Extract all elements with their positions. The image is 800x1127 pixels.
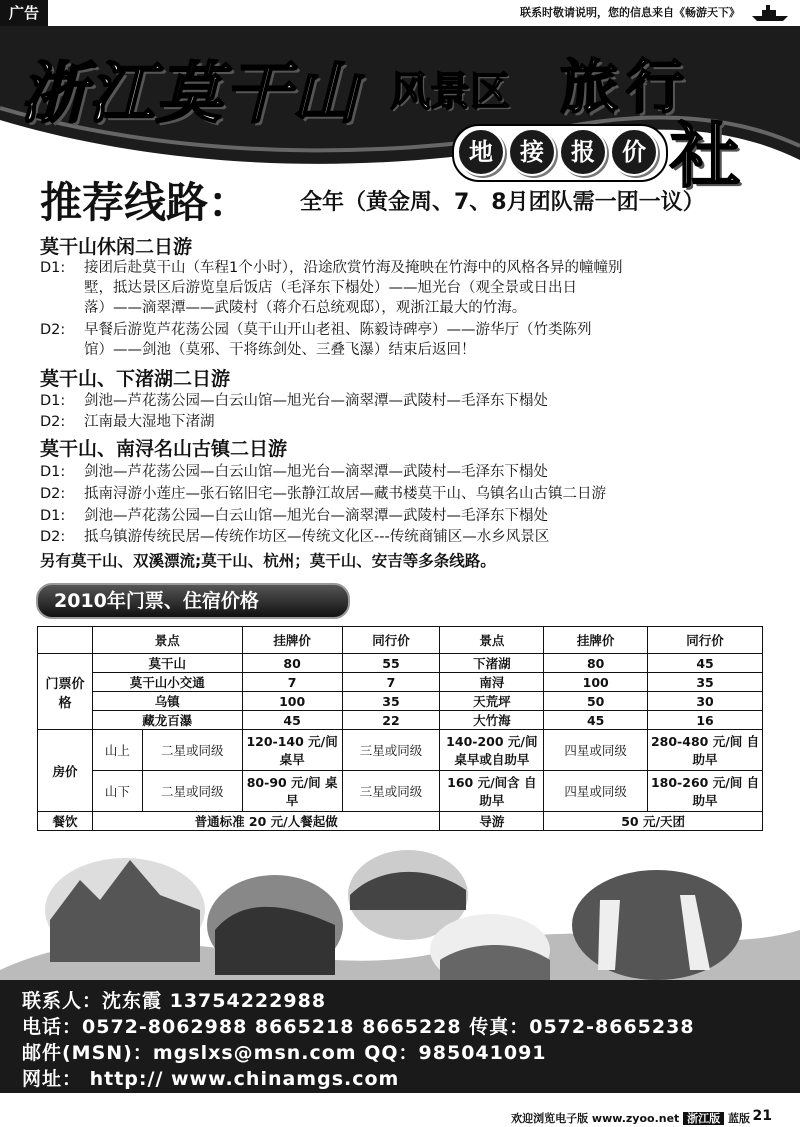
table-cell: 35 <box>648 673 763 692</box>
day-label: D1: <box>40 508 66 524</box>
recommend-heading: 推荐线路： <box>40 178 251 227</box>
route-text: 早餐后游览芦花荡公园（莫干山开山老祖、陈毅诗碑亭）——游华厅（竹类陈列 <box>84 322 592 338</box>
column-header: 挂牌价 <box>544 627 648 654</box>
column-header: 景点 <box>440 627 544 654</box>
scenic-photos <box>0 840 800 990</box>
corner-cell <box>38 627 93 654</box>
edition-label: 蓝版 <box>728 1112 750 1125</box>
badge-char: 价 <box>610 128 658 176</box>
table-cell: 四星或同级 <box>544 730 648 771</box>
day-label: D1: <box>40 260 66 276</box>
table-row <box>38 711 763 730</box>
day-label: D2: <box>40 529 66 545</box>
table-cell: 二星或同级 <box>142 771 242 812</box>
column-header: 同行价 <box>342 627 440 654</box>
route-line <box>40 462 548 482</box>
route-text: 墅，抵达景区后游览皇后饭店（毛泽东下榻处）——旭光台（观全景或日出日 <box>84 280 577 296</box>
edition-tag: 浙江版 <box>683 1112 724 1125</box>
table-cell: 45 <box>242 711 342 730</box>
table-cell: 大竹海 <box>440 711 544 730</box>
route-text: 抵乌镇游传统民居—传统作坊区—传统文化区---传统商铺区—水乡风景区 <box>84 529 550 545</box>
table-cell: 100 <box>242 692 342 711</box>
table-cell: 南浔 <box>440 673 544 692</box>
ad-label: 广告 <box>0 0 48 26</box>
table-cell: 山上 <box>92 730 142 771</box>
table-cell: 导游 <box>440 812 544 831</box>
table-cell: 22 <box>342 711 440 730</box>
row-group-label: 房价 <box>38 730 93 812</box>
route-line <box>40 320 592 340</box>
badge-char: 报 <box>559 128 607 176</box>
table-cell: 普通标准 20 元/人餐起做 <box>92 812 439 831</box>
price-table <box>37 626 763 831</box>
route-line <box>40 506 548 526</box>
route-title: 莫干山休闲二日游 <box>40 236 193 258</box>
day-label: D2: <box>40 322 66 338</box>
table-cell: 三星或同级 <box>342 730 440 771</box>
table-cell: 80 <box>544 654 648 673</box>
route-text: 剑池—芦花荡公园—白云山馆—旭光台—滴翠潭—武陵村—毛泽东下榻处 <box>84 464 548 480</box>
ship-icon <box>750 2 790 22</box>
column-header: 景点 <box>92 627 242 654</box>
route-text: 落）——滴翠潭——武陵村（蒋介石总统观邸），观浙江最大的竹海。 <box>84 300 527 316</box>
table-row <box>38 654 763 673</box>
mountain-photo <box>45 858 205 962</box>
footer <box>511 1110 750 1126</box>
table-cell: 280-480 元/间 自助早 <box>648 730 763 771</box>
table-cell: 二星或同级 <box>142 730 242 771</box>
table-cell: 三星或同级 <box>342 771 440 812</box>
day-label: D1: <box>40 464 66 480</box>
route-line <box>40 258 622 278</box>
day-label: D2: <box>40 414 66 430</box>
table-cell: 藏龙百瀑 <box>92 711 242 730</box>
table-cell: 30 <box>648 692 763 711</box>
route-text: 剑池—芦花荡公园—白云山馆—旭光台—滴翠潭—武陵村—毛泽东下榻处 <box>84 508 548 524</box>
route-text: 剑池—芦花荡公园—白云山馆—旭光台—滴翠潭—武陵村—毛泽东下榻处 <box>84 393 548 409</box>
column-header: 同行价 <box>648 627 763 654</box>
table-cell: 天荒坪 <box>440 692 544 711</box>
route-line <box>40 412 215 432</box>
table-cell: 45 <box>544 711 648 730</box>
route-line <box>40 391 548 411</box>
page-number: 21 <box>752 1108 772 1124</box>
table-cell: 140-200 元/间 桌早或自助早 <box>440 730 544 771</box>
title-agency: 社 <box>670 114 740 197</box>
table-cell: 莫干山 <box>92 654 242 673</box>
table-row <box>38 771 763 812</box>
waterfall-photo <box>572 870 742 980</box>
table-cell: 下渚湖 <box>440 654 544 673</box>
table-cell: 山下 <box>92 771 142 812</box>
contact-phone: 电话：0572-8062988 8665218 8665228 传真：0572-8665238 <box>22 1016 695 1038</box>
title-scenic-area: 风景区 <box>390 68 510 115</box>
table-cell: 7 <box>342 673 440 692</box>
contact-email: 邮件(MSN)：mgslxs@msn.com QQ：985041091 <box>22 1042 547 1064</box>
source-note: 联系时敬请说明，您的信息来自《畅游天下》 <box>520 6 740 19</box>
route-text: 抵南浔游小莲庄—张石铭旧宅—张静江故居—藏书楼莫干山、乌镇名山古镇二日游 <box>84 486 606 502</box>
pavilion-photo <box>430 914 550 986</box>
table-cell: 55 <box>342 654 440 673</box>
table-cell: 16 <box>648 711 763 730</box>
table-cell: 50 <box>544 692 648 711</box>
extra-routes-note: 另有莫干山、双溪漂流;莫干山、杭州；莫干山、安吉等多条线路。 <box>40 552 496 570</box>
table-row <box>38 812 763 831</box>
badge-char: 接 <box>508 128 556 176</box>
table-row <box>38 730 763 771</box>
title-travel: 旅行 <box>560 53 693 121</box>
row-group-label: 门票价格 <box>38 654 93 730</box>
table-cell: 35 <box>342 692 440 711</box>
route-text: 接团后赴莫干山（车程1个小时），沿途欣赏竹海及掩映在竹海中的风格各异的幢幢别 <box>84 260 623 276</box>
route-title: 莫干山、南浔名山古镇二日游 <box>40 438 288 460</box>
table-cell: 50 元/天团 <box>544 812 763 831</box>
table-cell: 160 元/间含 自助早 <box>440 771 544 812</box>
day-label: D1: <box>40 393 66 409</box>
route-line <box>40 484 606 504</box>
table-cell: 7 <box>242 673 342 692</box>
route-text: 馆）——剑池（莫邪、干将练剑处、三叠飞瀑）结束后返回！ <box>84 342 476 358</box>
contact-website: 网址： http:// www.chinamgs.com <box>22 1068 400 1090</box>
badge-char: 地 <box>457 128 505 176</box>
table-cell: 80 <box>242 654 342 673</box>
route-text: 江南最大湿地下渚湖 <box>84 414 215 430</box>
recommend-subtitle: 全年（黄金周、7、8月团队需一团一议） <box>300 190 705 215</box>
route-line <box>40 527 549 547</box>
garden-photo <box>207 875 343 975</box>
table-header-row <box>38 627 763 654</box>
table-row <box>38 692 763 711</box>
table-cell: 乌镇 <box>92 692 242 711</box>
table-cell: 100 <box>544 673 648 692</box>
table-cell: 120-140 元/间 桌早 <box>242 730 342 771</box>
price-section-banner: 2010年门票、住宿价格 <box>36 583 350 619</box>
contact-person: 联系人：沈东霞 13754222988 <box>22 990 327 1012</box>
row-group-label: 餐饮 <box>38 812 93 831</box>
table-cell: 80-90 元/间 桌早 <box>242 771 342 812</box>
column-header: 挂牌价 <box>242 627 342 654</box>
table-cell: 45 <box>648 654 763 673</box>
table-row <box>38 673 763 692</box>
footer-text: 欢迎浏览电子版 www.zyoo.net <box>511 1112 680 1125</box>
table-cell: 四星或同级 <box>544 771 648 812</box>
route-title: 莫干山、下渚湖二日游 <box>40 368 231 390</box>
day-label: D2: <box>40 486 66 502</box>
title-main: 浙江莫干山 <box>20 54 360 132</box>
table-cell: 莫干山小交通 <box>92 673 242 692</box>
table-cell: 180-260 元/间 自助早 <box>648 771 763 812</box>
